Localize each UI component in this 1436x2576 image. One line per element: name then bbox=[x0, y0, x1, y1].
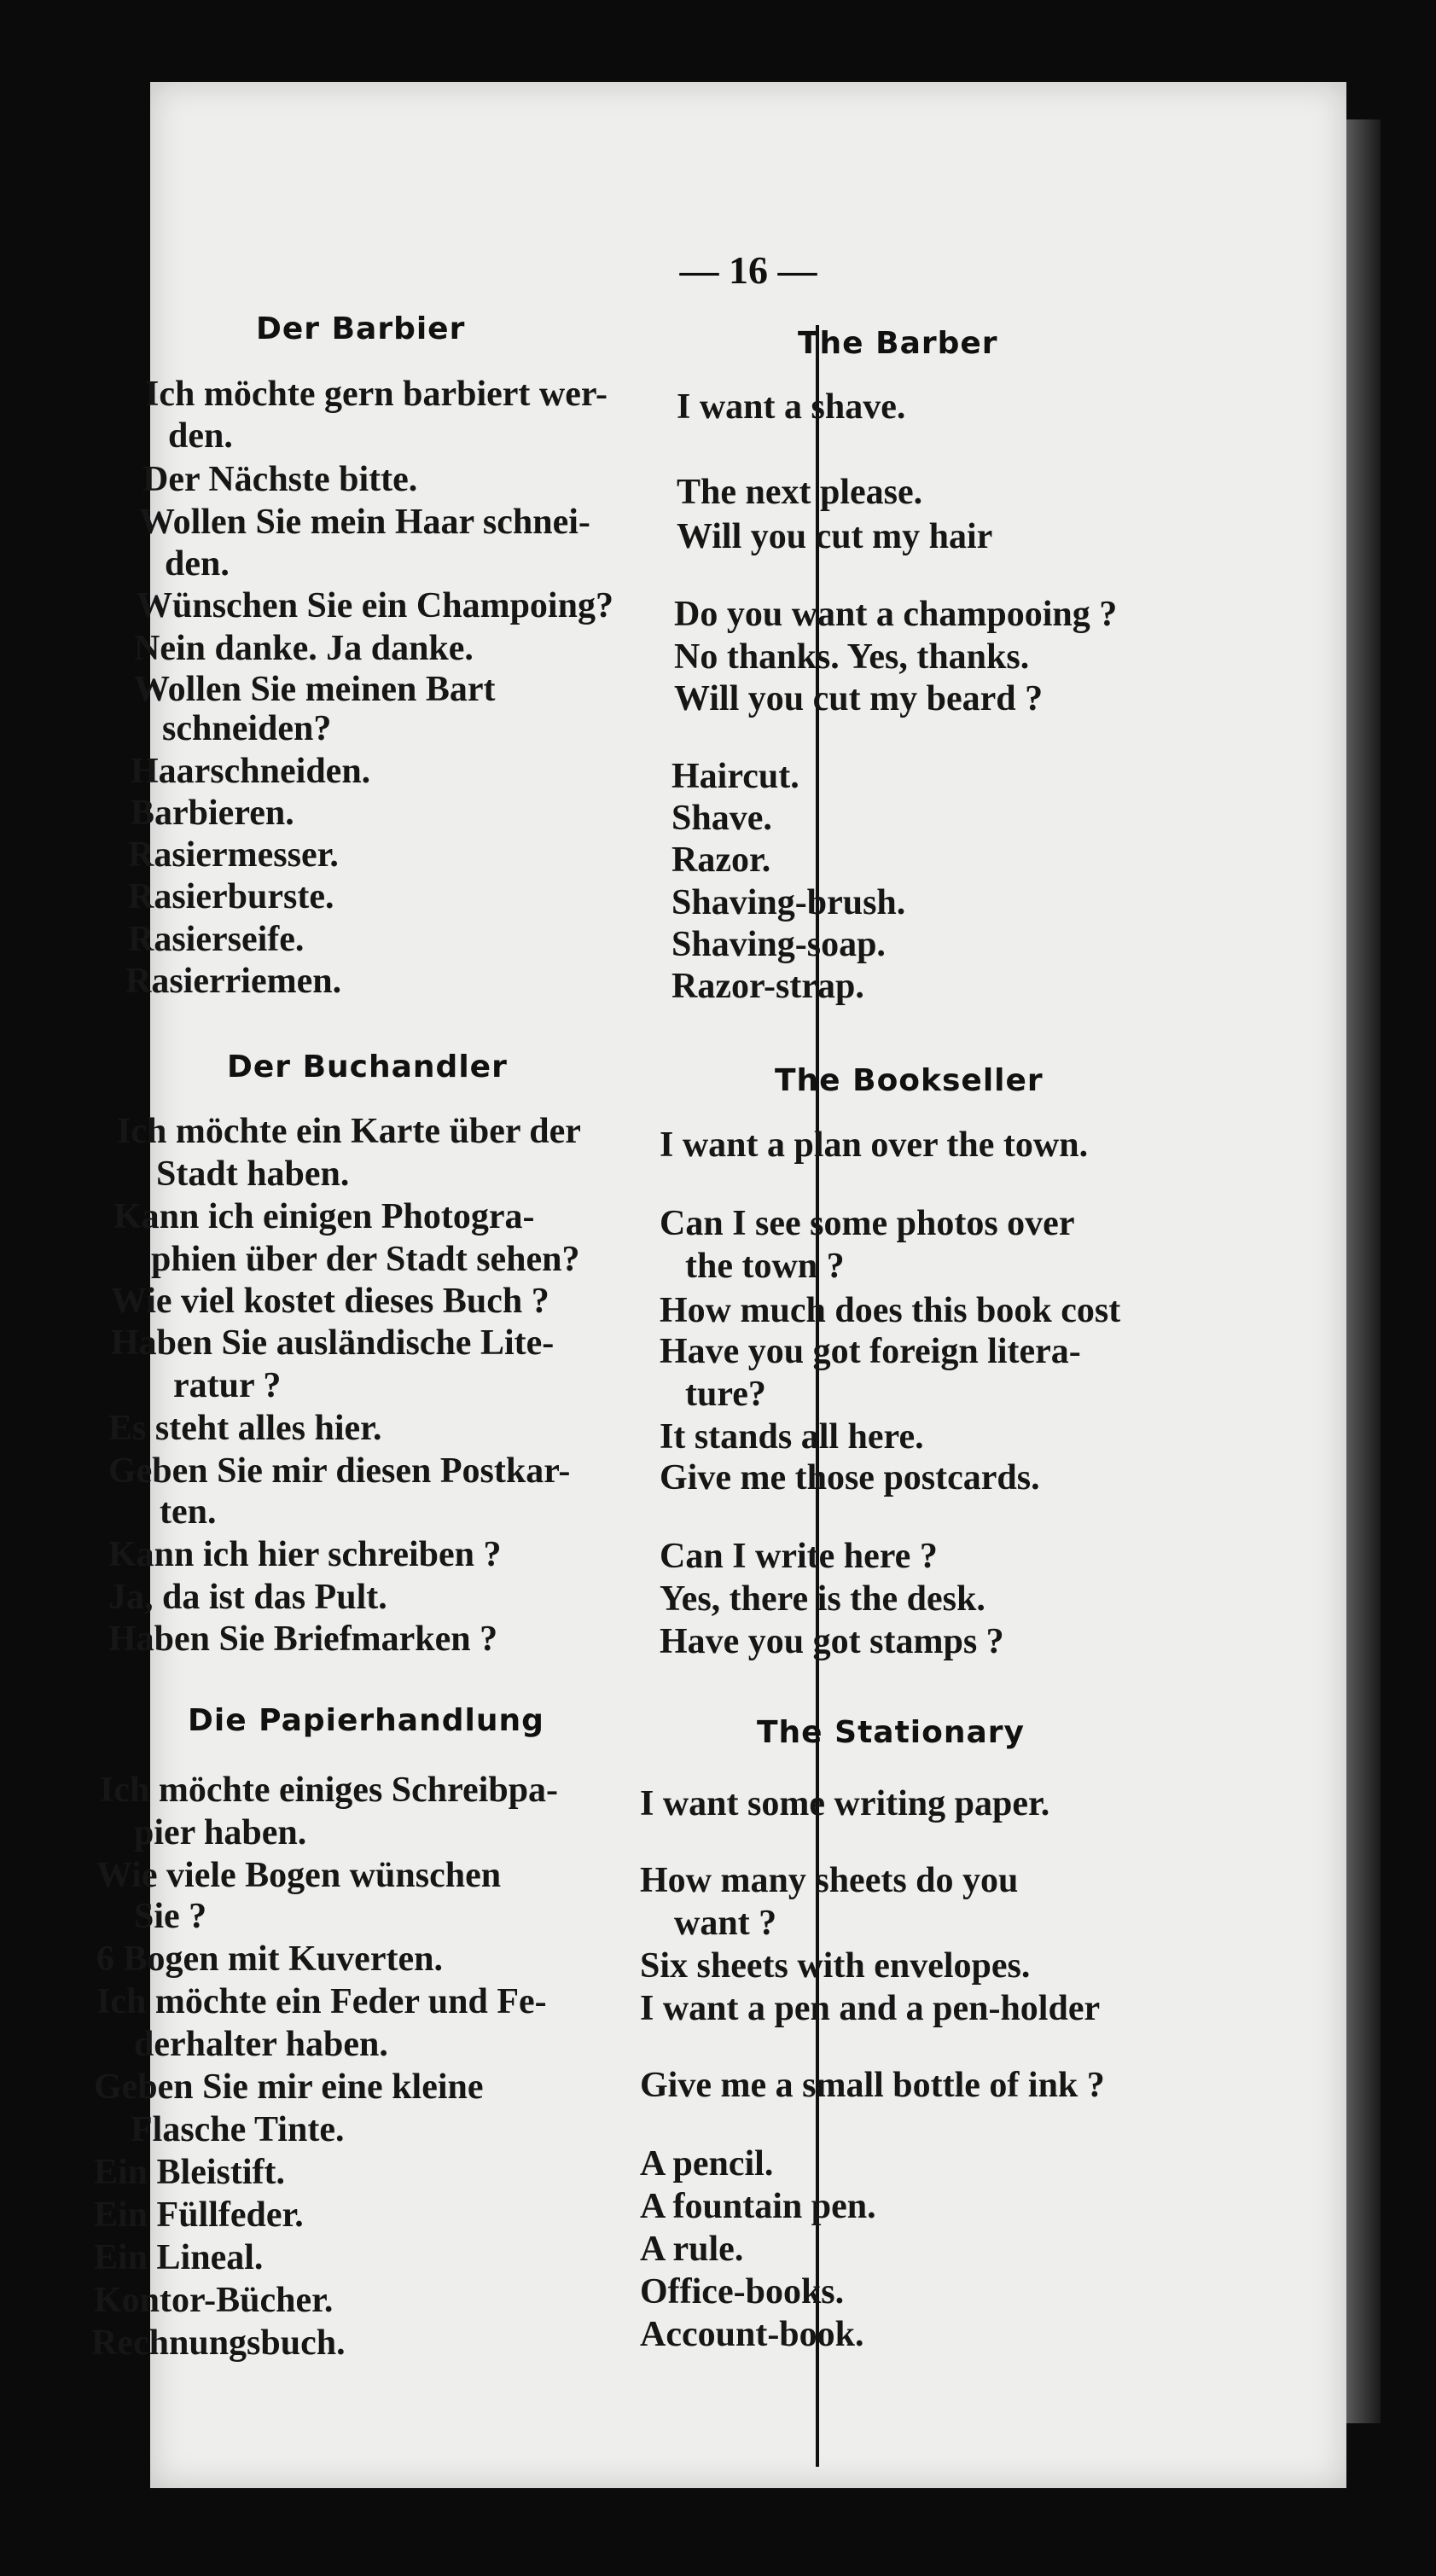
german-phrase-line: Sie ? bbox=[134, 1897, 207, 1936]
german-phrase-line: ratur ? bbox=[173, 1366, 282, 1405]
english-phrase-line: Will you cut my hair bbox=[677, 517, 993, 556]
german-section-heading: Der Buchandler bbox=[227, 1050, 508, 1084]
german-phrase-line: Haben Sie Briefmarken ? bbox=[108, 1619, 498, 1659]
english-phrase-line: A fountain pen. bbox=[640, 2187, 876, 2226]
english-phrase-line: Can I write here ? bbox=[660, 1537, 938, 1576]
english-phrase-line: Have you got foreign litera- bbox=[660, 1332, 1081, 1371]
page-edge-shadow bbox=[1346, 119, 1381, 2423]
german-phrase-line: Rasierseife. bbox=[128, 920, 305, 959]
english-phrase-line: Have you got stamps ? bbox=[660, 1622, 1004, 1661]
german-phrase-line: den. bbox=[168, 416, 233, 456]
english-phrase-line: A rule. bbox=[640, 2230, 744, 2269]
english-phrase-line: Will you cut my beard ? bbox=[674, 679, 1044, 718]
english-phrase-line: Haircut. bbox=[671, 757, 799, 796]
german-phrase-line: Ja, da ist das Pult. bbox=[108, 1578, 387, 1617]
english-phrase-line: It stands all here. bbox=[660, 1417, 924, 1457]
german-phrase-line: Wollen Sie meinen Bart bbox=[134, 670, 496, 709]
german-phrase-line: Ein Bleistift. bbox=[94, 2153, 286, 2192]
german-section-heading: Der Barbier bbox=[256, 311, 466, 346]
german-phrase-line: Wie viele Bogen wünschen bbox=[96, 1856, 502, 1895]
german-phrase-line: Kann ich einigen Photogra- bbox=[113, 1197, 535, 1236]
english-phrase-line: Shaving-soap. bbox=[671, 925, 886, 964]
english-phrase-line: A pencil. bbox=[640, 2144, 774, 2183]
english-phrase-line: Razor. bbox=[671, 840, 771, 880]
german-phrase-line: Ich möchte gern barbiert wer- bbox=[145, 375, 608, 414]
english-phrase-line: Account-book. bbox=[640, 2315, 864, 2354]
german-phrase-line: Rasierriemen. bbox=[125, 962, 342, 1001]
english-phrase-line: The next please. bbox=[677, 473, 923, 512]
english-phrase-line: Shave. bbox=[671, 799, 772, 838]
english-phrase-line: Give me those postcards. bbox=[660, 1458, 1040, 1497]
english-phrase-line: I want some writing paper. bbox=[640, 1784, 1050, 1823]
german-phrase-line: Ich möchte ein Feder und Fe- bbox=[96, 1982, 547, 2021]
english-phrase-line: Give me a small bottle of ink ? bbox=[640, 2066, 1105, 2105]
english-phrase-line: ture? bbox=[685, 1375, 766, 1414]
german-phrase-line: Geben Sie mir diesen Postkar- bbox=[108, 1451, 571, 1491]
german-phrase-line: Haarschneiden. bbox=[131, 752, 371, 791]
german-phrase-line: Flasche Tinte. bbox=[131, 2110, 345, 2149]
german-phrase-line: pier haben. bbox=[134, 1813, 307, 1852]
german-phrase-line: phien über der Stadt sehen? bbox=[151, 1240, 580, 1279]
english-phrase-line: Can I see some photos over bbox=[660, 1204, 1075, 1243]
book-page bbox=[91, 82, 1346, 2488]
german-phrase-line: Es steht alles hier. bbox=[108, 1409, 382, 1448]
english-phrase-line: want ? bbox=[674, 1904, 777, 1943]
german-phrase-line: Wünschen Sie ein Champoing? bbox=[137, 586, 613, 625]
english-phrase-line: the town ? bbox=[685, 1247, 845, 1286]
german-phrase-line: Der Nächste bitte. bbox=[142, 460, 418, 499]
english-section-heading: The Bookseller bbox=[775, 1063, 1044, 1098]
english-phrase-line: Office-books. bbox=[640, 2272, 845, 2311]
german-phrase-line: Ich möchte einiges Schreibpa- bbox=[100, 1771, 559, 1810]
german-phrase-line: Ein Füllfeder. bbox=[94, 2195, 304, 2235]
english-phrase-line: Shaving-brush. bbox=[671, 883, 906, 922]
english-phrase-line: Do you want a champooing ? bbox=[674, 595, 1118, 634]
german-phrase-line: den. bbox=[165, 544, 230, 584]
german-phrase-line: Rechnungsbuch. bbox=[91, 2323, 346, 2363]
german-phrase-line: Wollen Sie mein Haar schnei- bbox=[139, 503, 590, 542]
german-phrase-line: Ein Lineal. bbox=[94, 2238, 264, 2277]
german-phrase-line: Kann ich hier schreiben ? bbox=[108, 1535, 502, 1574]
german-phrase-line: derhalter haben. bbox=[134, 2025, 388, 2064]
english-phrase-line: Yes, there is the desk. bbox=[660, 1579, 985, 1619]
german-phrase-line: ten. bbox=[160, 1492, 217, 1532]
german-phrase-line: Ich möchte ein Karte über der bbox=[117, 1112, 581, 1151]
english-phrase-line: I want a shave. bbox=[677, 387, 906, 427]
english-phrase-line: How much does this book cost bbox=[660, 1291, 1121, 1330]
german-phrase-line: Geben Sie mir eine kleine bbox=[94, 2067, 484, 2107]
german-phrase-line: schneiden? bbox=[162, 709, 332, 748]
english-phrase-line: I want a pen and a pen-holder bbox=[640, 1989, 1101, 2028]
english-phrase-line: How many sheets do you bbox=[640, 1861, 1019, 1900]
german-phrase-line: Haben Sie ausländische Lite- bbox=[111, 1323, 555, 1363]
english-phrase-line: Six sheets with envelopes. bbox=[640, 1946, 1031, 1986]
english-section-heading: The Barber bbox=[798, 326, 998, 361]
german-phrase-line: Rasiermesser. bbox=[128, 835, 339, 875]
german-phrase-line: Wie viel kostet dieses Buch ? bbox=[111, 1282, 549, 1321]
german-section-heading: Die Papierhandlung bbox=[188, 1703, 544, 1738]
english-section-heading: The Stationary bbox=[757, 1715, 1025, 1750]
german-phrase-line: Kontor-Bücher. bbox=[94, 2281, 334, 2320]
german-phrase-line: Nein danke. Ja danke. bbox=[134, 629, 474, 668]
german-phrase-line: 6 Bogen mit Kuverten. bbox=[96, 1939, 443, 1979]
german-phrase-line: Barbieren. bbox=[131, 794, 294, 833]
english-phrase-line: Razor-strap. bbox=[671, 967, 864, 1006]
english-phrase-line: No thanks. Yes, thanks. bbox=[674, 637, 1030, 677]
page-number: — 16 — bbox=[679, 248, 817, 292]
english-phrase-line: I want a plan over the town. bbox=[660, 1125, 1089, 1165]
german-phrase-line: Rasierburste. bbox=[128, 877, 334, 916]
german-phrase-line: Stadt haben. bbox=[156, 1154, 350, 1194]
